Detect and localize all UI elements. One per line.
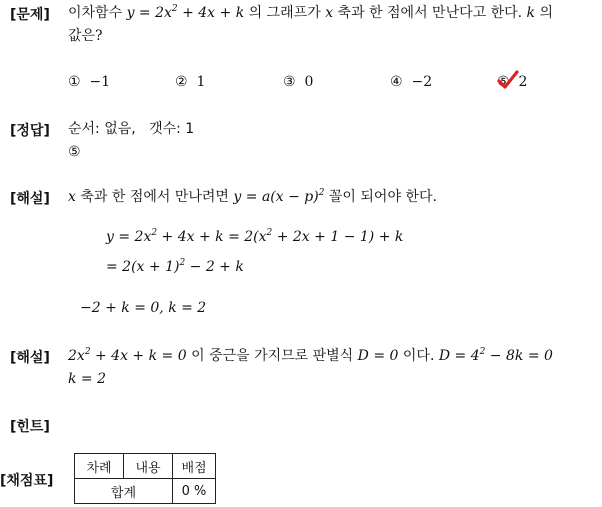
answer-choice: ⑤ — [68, 144, 81, 160]
choice-value: 2 — [518, 74, 528, 90]
solution-label-1: [해설] — [10, 191, 50, 207]
problem-text-2: 의 그래프가 — [248, 5, 321, 21]
hint-label: [힌트] — [10, 419, 50, 435]
choice-number: ⑤ — [497, 74, 510, 90]
choice-value: −2 — [411, 74, 433, 90]
problem-var-x: x — [325, 5, 334, 21]
solution-1-intro — [68, 186, 437, 206]
problem-text-1: 이차함수 — [68, 5, 123, 21]
solution-1-equation-1: $y = 2x^2 + 4x + k = 2(x^2 + 2x + 1 - 1) + k$ — [106, 228, 404, 245]
checkmark-icon — [497, 70, 519, 90]
choice-2[interactable] — [175, 74, 205, 90]
solution-1-text-b: 꼴이 되어야 한다. — [328, 189, 437, 205]
answer-label: [정답] — [10, 123, 50, 139]
scoring-total-value: 0 % — [173, 479, 216, 504]
choice-3[interactable] — [283, 74, 313, 90]
solution-2-line-1 — [68, 345, 553, 365]
choice-1[interactable] — [68, 74, 110, 90]
problem-text-4: 의 — [539, 5, 554, 21]
problem-line-1 — [68, 2, 553, 22]
scoring-table — [74, 453, 216, 504]
solution-1-equation-3: −2 + k = 0, k = 2 — [80, 300, 207, 316]
solution-label-2: [해설] — [10, 350, 50, 366]
solution-1-equation-2: = $2(x + 1)^2 - 2 + k$ — [106, 258, 244, 275]
scoring-header-points: 배점 — [173, 454, 216, 479]
scoring-header-content: 내용 — [124, 454, 173, 479]
scoring-label: [채점표] — [0, 473, 54, 489]
solution-2-discriminant: D = 0 — [357, 348, 399, 364]
solution-1-text-a: 축과 한 점에서 만나려면 — [80, 189, 229, 205]
choice-number: ① — [68, 74, 81, 90]
solution-1-var-x: x — [68, 189, 76, 205]
solution-2-equation: $2x^2 + 4x + k = 0$ — [68, 347, 187, 364]
problem-line-2: 값은? — [68, 28, 103, 44]
problem-var-k: k — [526, 5, 536, 21]
choice-value: −1 — [89, 74, 111, 90]
problem-equation: $y = 2x^2 + 4x + k$ — [126, 4, 245, 21]
problem-text-3: 축과 한 점에서 만난다고 한다. — [337, 5, 523, 21]
choice-number: ② — [175, 74, 188, 90]
scoring-total-row — [75, 479, 216, 504]
choice-4[interactable] — [390, 74, 432, 90]
scoring-header-order: 차례 — [75, 454, 124, 479]
problem-label: [문제] — [10, 7, 50, 23]
choice-number: ④ — [390, 74, 403, 90]
solution-2-line-2: k = 2 — [68, 371, 107, 387]
solution-2-text-b: 이다. — [402, 348, 435, 364]
choice-value: 1 — [196, 74, 206, 90]
choice-value: 0 — [304, 74, 314, 90]
scoring-total-label: 합계 — [75, 479, 173, 504]
solution-2-text-a: 이 중근을 가지므로 판별식 — [191, 348, 354, 364]
scoring-header-row — [75, 454, 216, 479]
solution-1-vertex-form: $y = a(x - p)^2$ — [233, 188, 325, 205]
answer-order-count: 순서: 없음, 갯수: 1 — [68, 121, 195, 137]
choice-number: ③ — [283, 74, 296, 90]
solution-2-discriminant-eq: $D = 4^2 - 8k = 0$ — [438, 347, 553, 364]
